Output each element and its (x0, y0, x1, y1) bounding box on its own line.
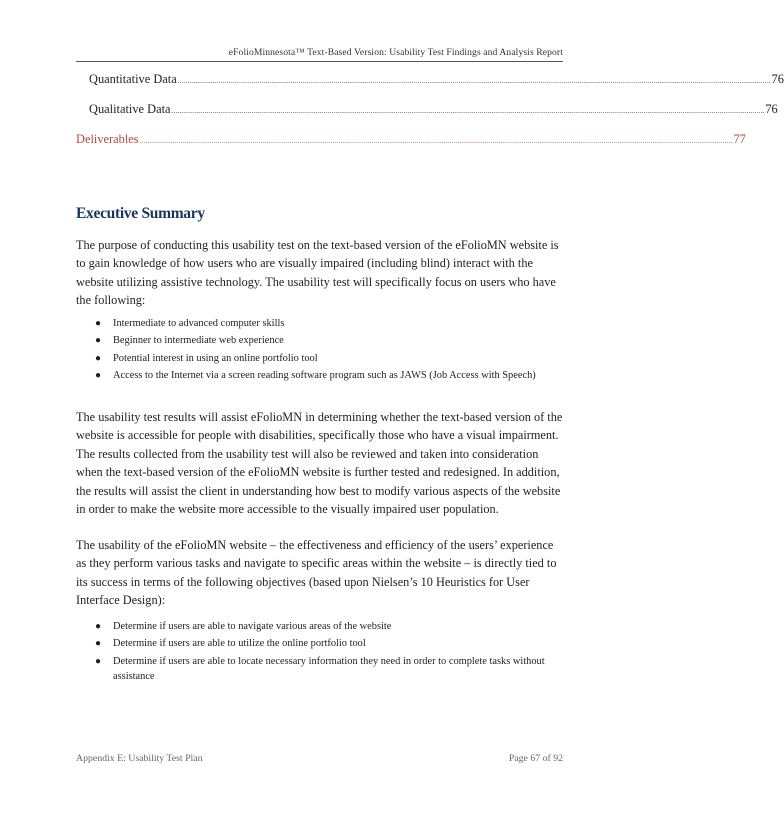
toc-entry-qualitative-data[interactable] (76, 102, 778, 123)
paragraph-usability: The usability of the eFolioMN website – the effectiveness and efficiency of the users’ experience as they perform various tasks and navigate to specific areas within the website – is directly tied to its success in terms of the following objectives (based upon Nielsen’s 10 Heuristics for User Interface Design): (76, 538, 557, 608)
bullet-list-objectives (95, 619, 565, 687)
list-item-text: Determine if users are able to navigate various areas of the website (113, 621, 392, 632)
list-item (95, 333, 565, 349)
toc-entry-deliverables[interactable] (76, 132, 746, 153)
list-item-text: Determine if users are able to utilize the online portfolio tool (113, 638, 366, 650)
toc-entry-page: 76 (765, 102, 778, 116)
table-of-contents (76, 72, 784, 162)
list-item-text: Intermediate to advanced computer skills (113, 318, 285, 329)
list-item (95, 636, 565, 652)
list-item (95, 351, 565, 367)
list-item-text: Determine if users are able to locate necessary information they need in order to complete tasks without assistance (113, 655, 545, 683)
toc-entry-label: Qualitative Data (89, 102, 171, 116)
toc-entry-page: 76 (771, 72, 784, 86)
footer-appendix-label: Appendix E: Usability Test Plan (76, 753, 203, 764)
paragraph-purpose: The purpose of conducting this usability test on the text-based version of the eFolioMN website is to gain knowledge of how users who are visually impaired (including blind) interact with the website utilizing assistive technology. The usability test will specifically focus on users who have the following: (76, 238, 559, 308)
list-item-text: Potential interest in using an online portfolio tool (113, 352, 318, 364)
list-item-text: Access to the Internet via a screen reading software program such as JAWS (Job Access with Speech) (113, 370, 536, 382)
bullet-icon: ● (95, 335, 102, 347)
toc-leader-dots: ................................................................................................................................................................................................................................................................................................................ (171, 107, 765, 115)
bullet-icon: ● (95, 638, 102, 650)
paragraph-results: The usability test results will assist eFolioMN in determining whether the text-based version of the website is accessible for people with disabilities, specifically those who have a visual impairment. The results collected from the usability test will also be reviewed and taken into consideration when the text-based version of the eFolioMN website is further tested and redesigned. In addition, the results will assist the client in understanding how best to modify various aspects of the website in order to make the website more accessible to the visually impaired user population. (76, 410, 563, 517)
toc-entry-label: Deliverables (76, 132, 139, 146)
list-item (95, 619, 565, 635)
toc-entry-label: Quantitative Data (89, 72, 177, 86)
bullet-icon: ● (95, 352, 102, 364)
list-item (95, 654, 565, 685)
toc-leader-dots: ................................................................................................................................................................................................................................................................................................................ (177, 77, 771, 85)
toc-entry-quantitative-data[interactable] (76, 72, 784, 93)
bullet-icon: ● (95, 370, 102, 382)
footer-page-number: Page 67 of 92 (508, 753, 563, 764)
bullet-icon: ● (95, 655, 102, 667)
list-item (95, 368, 565, 384)
section-heading: Executive Summary (76, 205, 205, 222)
toc-leader-dots: ................................................................................................................................................................................................................................................................................................................ (139, 137, 733, 145)
bullet-icon: ● (95, 621, 102, 632)
bullet-list-user-profile (95, 316, 565, 386)
list-item-text: Beginner to intermediate web experience (113, 335, 284, 347)
bullet-icon: ● (95, 318, 102, 329)
running-footer (76, 753, 563, 764)
running-header: eFolioMinnesota™ Text-Based Version: Usability Test Findings and Analysis Report (76, 47, 563, 62)
toc-entry-page: 77 (733, 132, 746, 146)
list-item (95, 316, 565, 332)
